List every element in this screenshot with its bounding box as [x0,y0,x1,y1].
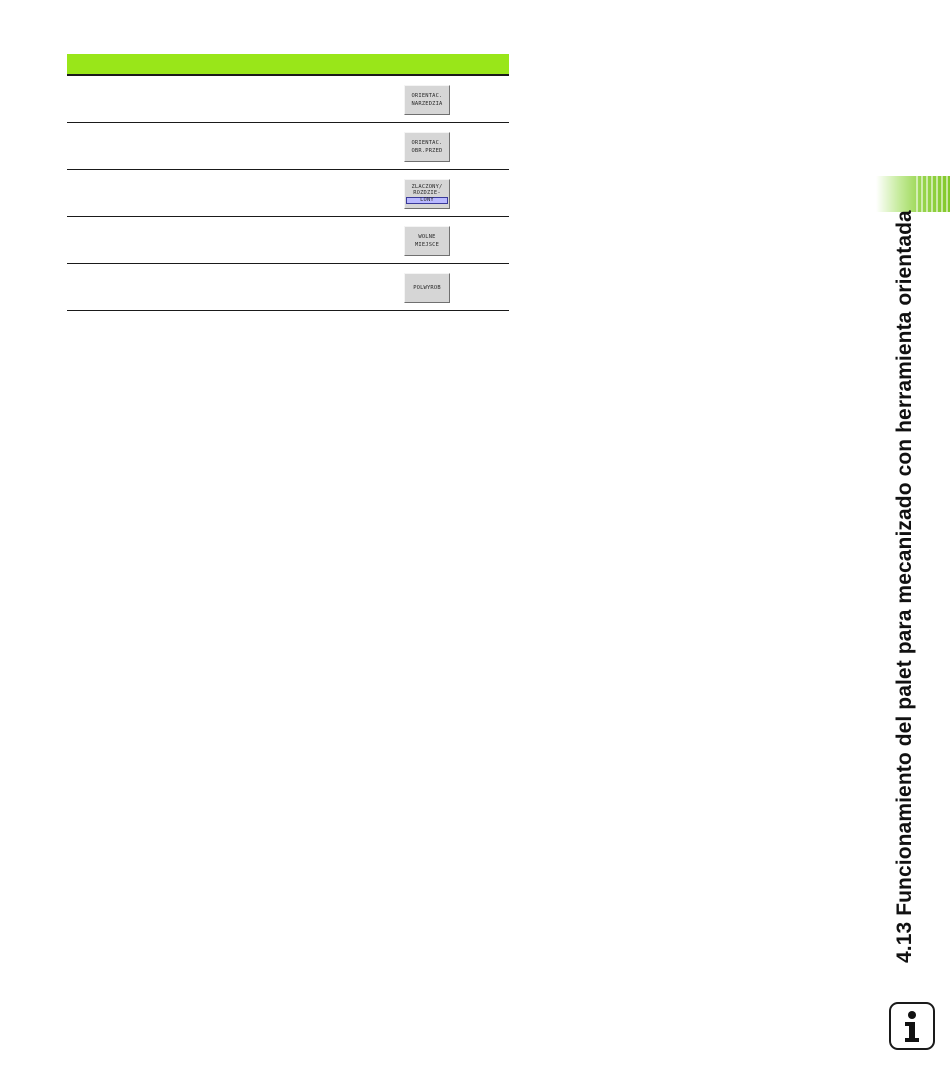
softkey-label-line: POLWYROB [413,285,441,291]
chapter-tab-stripes [916,176,950,212]
table-row [67,76,509,123]
softkey-label-line: ROZDZIE- [413,190,441,196]
softkey-label-line: NARZEDZIA [411,101,443,107]
chapter-side-title: 4.13 Funcionamiento del palet para mecanizado con herramienta orientada [893,210,916,963]
softkey-active-option: LONY [406,197,448,204]
softkey-label-line: OBR.PRZED [411,148,443,154]
softkey-zlaczony-rozdzielony[interactable] [404,179,450,209]
table-row [67,217,509,264]
softkey-polwyrob[interactable] [404,273,450,303]
softkey-label-line: WOLNE [418,234,436,240]
softkey-orientac-narzedzia[interactable] [404,85,450,115]
softkey-label-line: ZLACZONY/ [411,184,443,190]
softkey-table [67,54,509,311]
info-icon [889,1002,935,1050]
softkey-orientac-obr-przed[interactable] [404,132,450,162]
softkey-wolne-miejsce[interactable] [404,226,450,256]
softkey-label-line: MIEJSCE [414,242,440,248]
table-row [67,264,509,311]
table-header-bar [67,54,509,76]
softkey-label-line: ORIENTAC. [411,93,443,99]
table-row [67,170,509,217]
table-row [67,123,509,170]
softkey-label-line: ORIENTAC. [411,140,443,146]
